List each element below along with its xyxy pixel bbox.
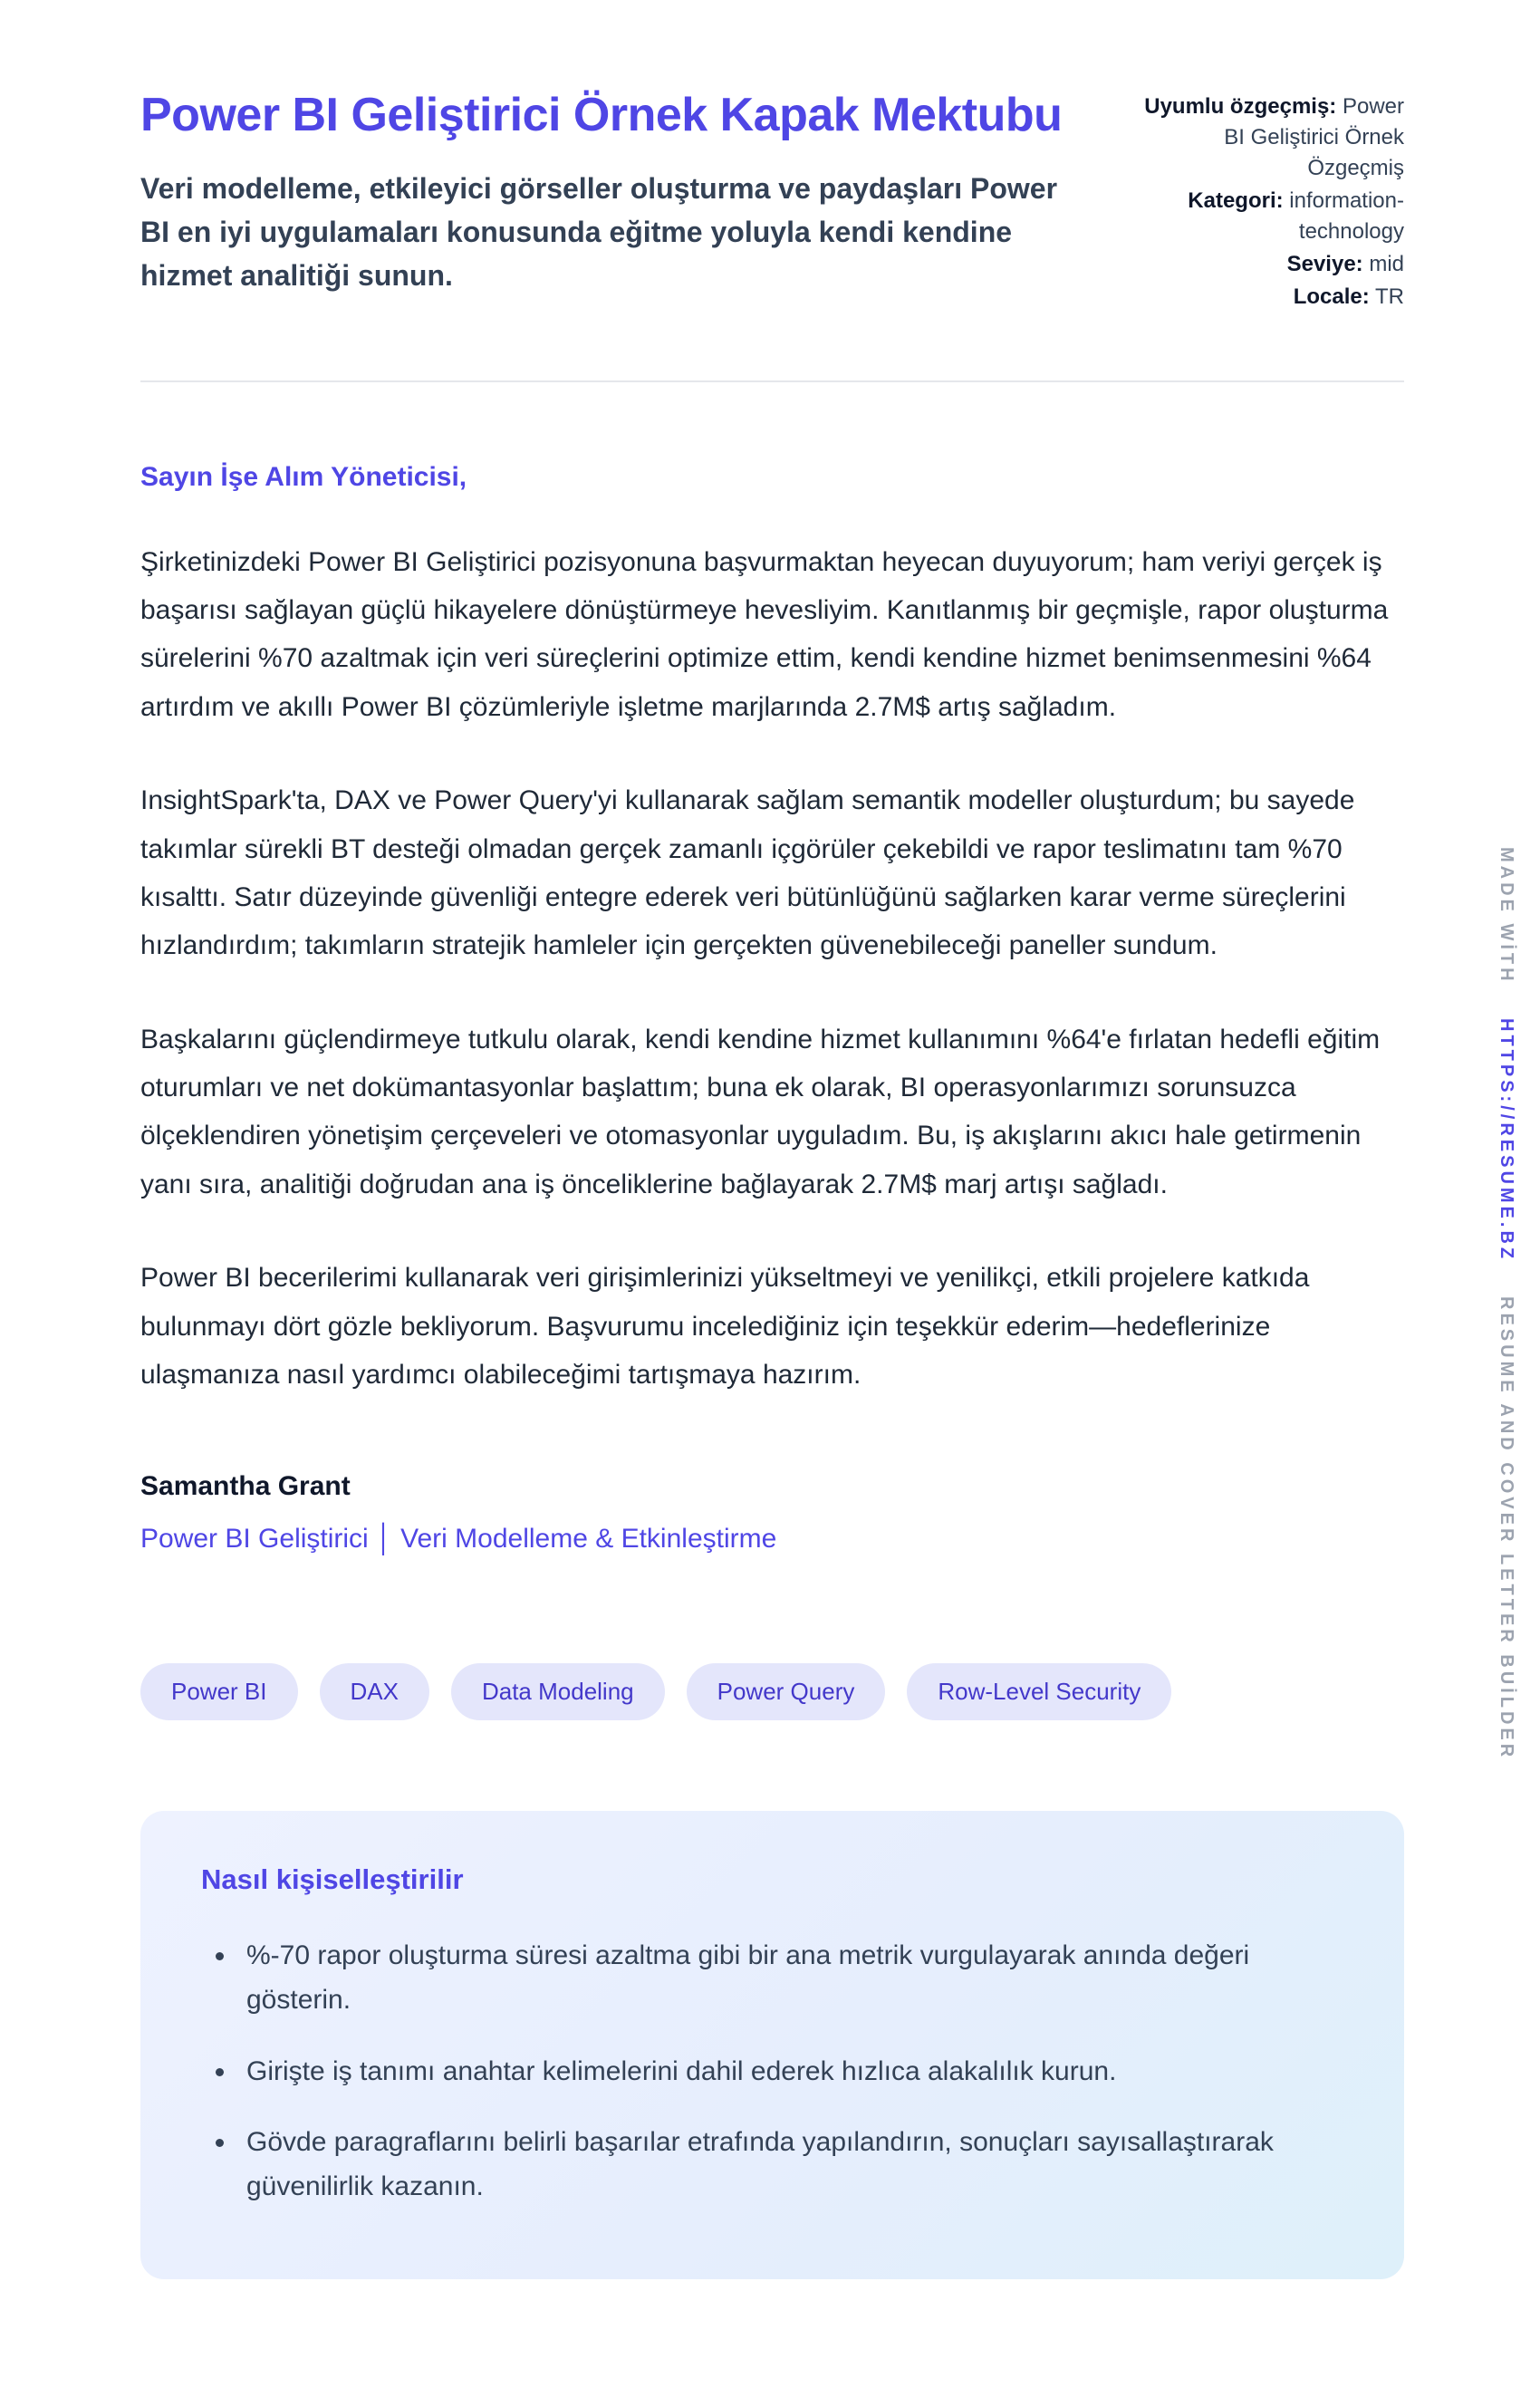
letter-greeting: Sayın İşe Alım Yöneticisi, [140, 461, 467, 492]
meta-level-label: Seviye: [1286, 252, 1363, 277]
side-watermark [1496, 847, 1516, 1760]
watermark-suffix: RESUME AND COVER LETTER BUİLDER [1497, 1295, 1516, 1760]
letter-paragraph: Power BI becerilerimi kullanarak veri girişimlerinizi yükseltmeyi ve yenilikçi, etkili projelere katkıda bulunmayı dört gözle bekliyorum. Başvurumu incelediğiniz için teşekkür ederim—hedeflerinize ulaşmanıza nasıl yardımcı olabileceğimi tartışmaya hazırım. [140, 1263, 1310, 1391]
letter-body [140, 462, 1404, 1555]
tips-item: • Girişte iş tanımı anahtar kelimelerini dahil ederek hızlıca alakalılık kurun. [237, 2050, 1354, 2094]
skill-tag-row-level-security: Row-Level Security [907, 1663, 1171, 1720]
tips-item: • %-70 rapor oluşturma süresi azaltma gibi bir ana metrik vurgulayarak anında değeri gösterin. [237, 1934, 1354, 2022]
meta-locale [1132, 282, 1404, 313]
page-subtitle: Veri modelleme, etkileyici görseller oluşturma ve paydaşları Power BI en iyi uygulamaları konusunda eğitme yoluyla kendi kendine hizmet analitiği sunun. [140, 172, 1058, 292]
tips-item: • Gövde paragraflarını belirli başarılar etrafında yapılandırın, sonuçları sayısallaştırarak güvenilirlik kazanın. [237, 2121, 1354, 2209]
meta-category [1132, 186, 1404, 247]
meta-level [1132, 249, 1404, 280]
letter-paragraph: InsightSpark'ta, DAX ve Power Query'yi kullanarak sağlam semantik modeller oluşturdum; bu sayede takımlar sürekli BT desteği olmadan gerçek zamanlı içgörüler çekebildi ve rapor teslimatını tam %70 kısalttı. Satır düzeyinde güvenliği entegre ederek veri bütünlüğünü sağlarken karar verme süreçlerini hızlandırdım; takımların stratejik hamleler için gerçekten güvenebileceği paneller sundum. [140, 785, 1355, 961]
header-divider [140, 380, 1404, 382]
meta-category-value: information-technology [1289, 188, 1404, 245]
signature-name: Samantha Grant [140, 1471, 351, 1502]
meta-compatible-value[interactable]: Power BI Geliştirici Örnek Özgeçmiş [1224, 94, 1404, 181]
meta-category-label: Kategori: [1188, 188, 1284, 214]
letter-paragraph: Şirketinizdeki Power BI Geliştirici pozisyonuna başvurmaktan heyecan duyuyorum; ham veriyi gerçek iş başarısı sağlayan güçlü hikayelere dönüştürmeye hevesliyim. Kanıtlanmış bir geçmişle, rapor oluşturma sürelerini %70 azaltmak için veri süreçlerini optimize ettim, kendi kendine hizmet benimsenmesini %64 artırdım ve akıllı Power BI çözümleriyle işletme marjlarında 2.7M$ artış sağladım. [140, 546, 1389, 722]
meta-compatible-resume [1132, 91, 1404, 184]
header-title-block [140, 86, 1078, 297]
skill-tag-power-bi: Power BI [140, 1663, 298, 1720]
watermark-prefix: MADE WİTH [1497, 847, 1516, 985]
skill-tag-dax: DAX [320, 1663, 429, 1720]
meta-compatible-label: Uyumlu özgeçmiş: [1144, 94, 1337, 119]
signature-title: Power BI Geliştirici │ Veri Modelleme & Etkinleştirme [140, 1524, 777, 1555]
meta-locale-value: TR [1375, 284, 1404, 310]
tips-title: Nasıl kişiselleştirilir [201, 1863, 464, 1896]
skill-tag-data-modeling: Data Modeling [451, 1663, 665, 1720]
tips-list [190, 1934, 1354, 2209]
personalization-tips-box [140, 1811, 1404, 2279]
letter-paragraph: Başkalarını güçlendirmeye tutkulu olarak, kendi kendine hizmet kullanımını %64'e fırlatan hedefli eğitim oturumları ve net dokümantasyonlar başlattım; buna ek olarak, BI operasyonlarımızı sorunsuzca ölçeklendiren yönetişim çerçeveleri ve otomasyonlar uyguladım. Bu, iş akışlarını akıcı hale getirmenin yanı sıra, analitiği doğrudan ana iş önceliklerine bağlayarak 2.7M$ marj artışı sağladı. [140, 1024, 1381, 1199]
header [140, 86, 1404, 315]
page-title: Power BI Geliştirici Örnek Kapak Mektubu [140, 89, 1063, 141]
skill-tags [140, 1663, 1404, 1720]
meta-panel [1132, 86, 1404, 315]
watermark-link[interactable]: HTTPS://RESUME.BZ [1497, 1018, 1516, 1263]
meta-locale-label: Locale: [1293, 284, 1370, 310]
skill-tag-power-query: Power Query [687, 1663, 886, 1720]
meta-level-value: mid [1369, 252, 1404, 277]
